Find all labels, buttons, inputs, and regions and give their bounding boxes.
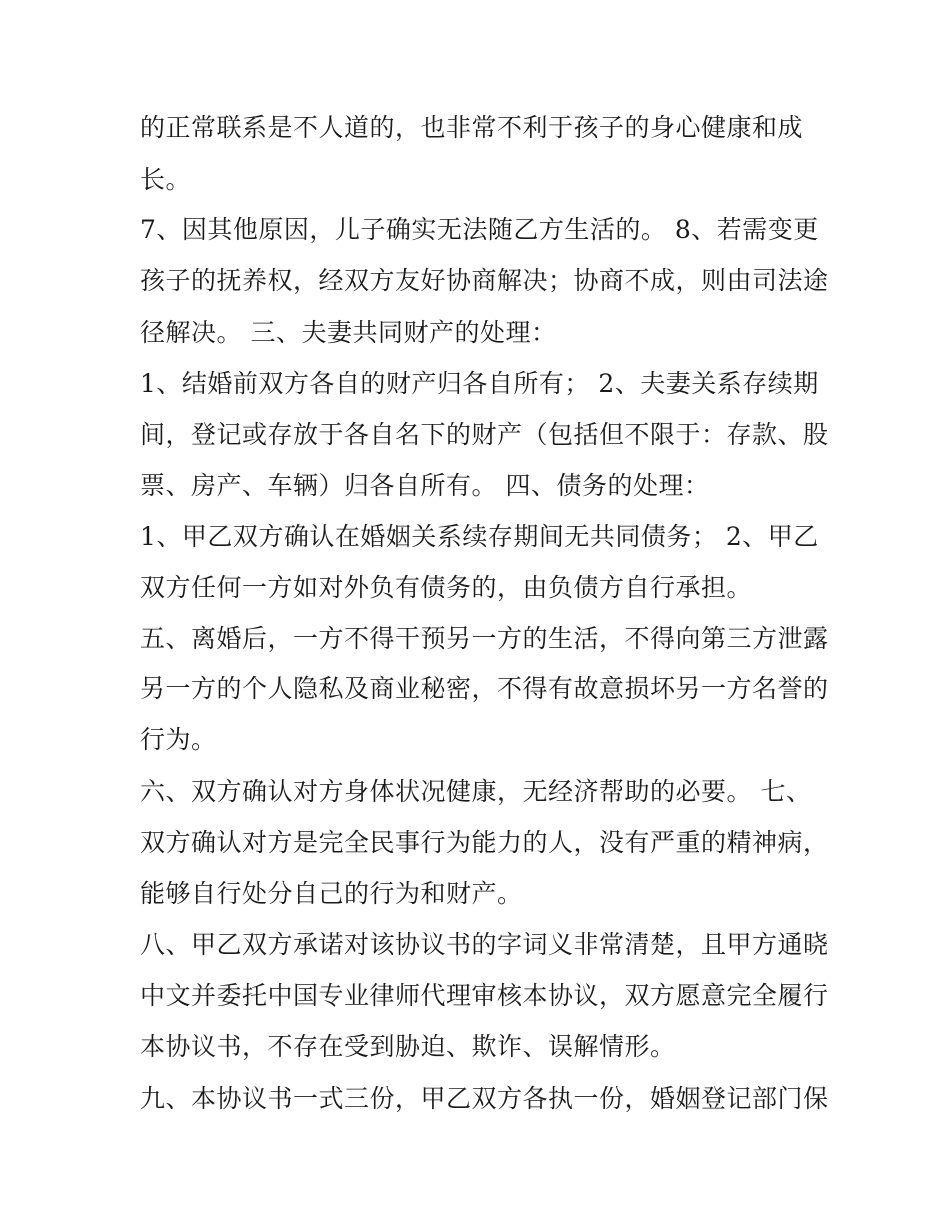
text-line: 票、房产、车辆）归各自所有。 四、债务的处理： [140,471,710,500]
text-line: 行为。 [140,725,217,754]
text-line: 六、双方确认对方身体状况健康，无经济帮助的必要。 七、 [140,777,812,806]
text-line: 间，登记或存放于各自名下的财产（包括但不限于：存款、股 [140,420,829,449]
text-line: 的正常联系是不人道的，也非常不利于孩子的身心健康和成 [140,113,804,142]
text-line: 五、离婚后，一方不得干预另一方的生活，不得向第三方泄露 [140,624,829,653]
text-line: 径解决。 三、夫妻共同财产的处理： [140,318,557,347]
text-line: 7、因其他原因，儿子确实无法随乙方生活的。 8、若需变更 [140,215,819,244]
text-line: 1、结婚前双方各自的财产归各自所有； 2、夫妻关系存续期 [140,369,819,398]
text-line: 能够自行处分自己的行为和财产。 [140,879,523,908]
text-line: 本协议书，不存在受到胁迫、欺诈、误解情形。 [140,1032,676,1061]
text-line: 八、甲乙双方承诺对该协议书的字词义非常清楚，且甲方通晓 [140,930,829,959]
text-line: 双方确认对方是完全民事行为能力的人，没有严重的精神病， [140,828,829,857]
text-line: 另一方的个人隐私及商业秘密，不得有故意损坏另一方名誉的 [140,674,829,703]
text-line: 双方任何一方如对外负有债务的，由负债方自行承担。 [140,573,753,602]
text-line: 中文并委托中国专业律师代理审核本协议，双方愿意完全履行 [140,981,829,1010]
text-line: 九、本协议书一式三份，甲乙双方各执一份，婚姻登记部门保 [140,1084,829,1113]
text-line: 长。 [140,165,192,194]
text-line: 1、甲乙双方确认在婚姻关系续存期间无共同债务； 2、甲乙 [140,522,819,551]
text-line: 孩子的抚养权，经双方友好协商解决；协商不成，则由司法途 [140,266,829,295]
